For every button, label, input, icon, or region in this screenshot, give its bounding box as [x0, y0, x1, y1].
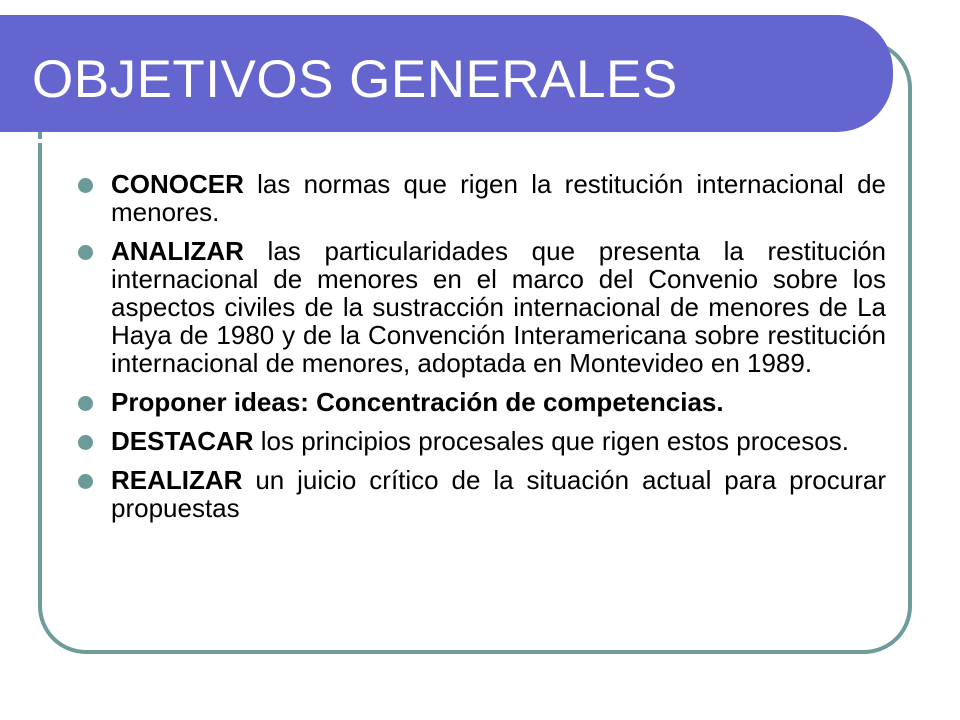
bullet-dot-icon: [78, 178, 93, 193]
list-item: [78, 170, 886, 226]
bullet-text: los principios procesales que rigen estos procesos.: [253, 426, 849, 456]
list-item: [78, 388, 886, 416]
bullet-dot-icon: [78, 396, 93, 411]
bullet-text: un juicio crítico de la situación actual para procurar propuestas: [111, 465, 886, 523]
objectives-list: [78, 170, 886, 533]
title-underline: [0, 139, 848, 143]
list-item: [78, 237, 886, 377]
bullet-dot-icon: [78, 474, 93, 489]
title-banner: [0, 15, 893, 132]
bullet-keyword: CONOCER: [111, 169, 244, 199]
bullet-dot-icon: [78, 435, 93, 450]
bullet-dot-icon: [78, 245, 93, 260]
list-item: [78, 427, 886, 455]
bullet-keyword: REALIZAR: [111, 465, 243, 495]
bullet-keyword: ANALIZAR: [111, 236, 244, 266]
bullet-text: las normas que rigen la restitución internacional de menores.: [111, 169, 886, 227]
bullet-keyword: Proponer ideas: Concentración de competencias.: [111, 387, 724, 417]
slide-title: OBJETIVOS GENERALES: [32, 50, 678, 109]
list-item: [78, 466, 886, 522]
bullet-text: las particularidades que presenta la restitución internacional de menores en el marco del Convenio sobre los aspectos civiles de la sustracción internacional de menores de La Haya de 1980 y de la Convención Interamericana sobre restitución internacional de menores, adoptada en Montevideo en 1989.: [111, 236, 886, 378]
bullet-keyword: DESTACAR: [111, 426, 254, 456]
